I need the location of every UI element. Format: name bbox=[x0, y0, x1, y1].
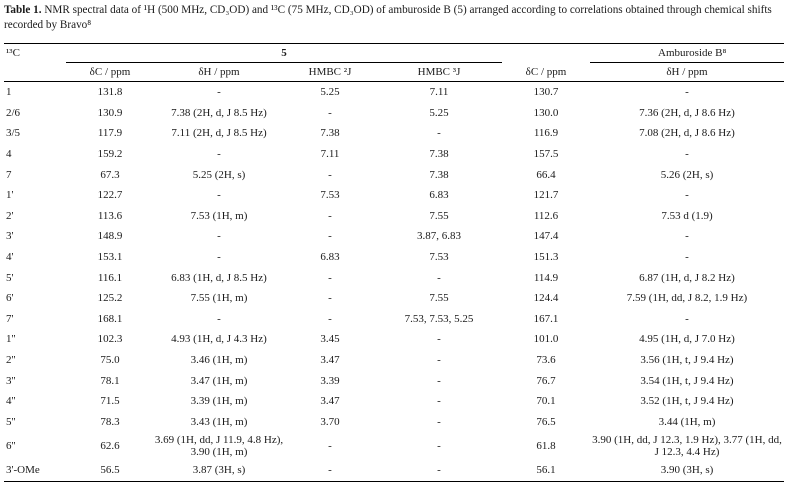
atom-cell: 1' bbox=[6, 189, 14, 202]
dh-ref-cell: - bbox=[685, 251, 689, 264]
dc-cell: 102.3 bbox=[97, 333, 123, 346]
dc-cell: 116.1 bbox=[97, 271, 123, 284]
dh-ref-cell: 3.52 (1H, t, J 9.4 Hz) bbox=[640, 395, 734, 408]
dh-ref-cell: 6.87 (1H, d, J 8.2 Hz) bbox=[639, 271, 735, 284]
table-row bbox=[4, 123, 784, 144]
hmbc2-cell: 7.11 bbox=[320, 148, 340, 161]
dh-cell: - bbox=[217, 189, 221, 202]
table-row bbox=[4, 460, 784, 481]
hmbc3-cell: 3.87, 6.83 bbox=[417, 230, 461, 243]
hmbc3-cell: - bbox=[437, 439, 441, 452]
hmbc2-cell: 7.53 bbox=[320, 189, 340, 202]
hmbc3-cell: 7.11 bbox=[429, 86, 449, 99]
table-row bbox=[4, 329, 784, 350]
dh-cell: - bbox=[217, 86, 221, 99]
dc-ref-cell: 130.7 bbox=[533, 86, 559, 99]
hmbc3-cell: - bbox=[437, 415, 441, 428]
hmbc2-cell: - bbox=[328, 312, 332, 325]
dc-header: δC / ppm bbox=[66, 63, 154, 82]
table-row bbox=[4, 288, 784, 309]
dc-cell: 168.1 bbox=[97, 312, 123, 325]
dh-cell: 3.47 (1H, m) bbox=[190, 374, 248, 387]
dc-cell: 125.2 bbox=[97, 292, 123, 305]
dh-ref-cell: 7.59 (1H, dd, J 8.2, 1.9 Hz) bbox=[626, 292, 748, 305]
hmbc3-cell: - bbox=[376, 460, 502, 481]
dh-ref-cell: 3.90 (3H, s) bbox=[590, 460, 784, 481]
table-row bbox=[4, 206, 784, 227]
dc-cell: 131.8 bbox=[97, 86, 123, 99]
hmbc2-cell: 3.47 bbox=[320, 354, 340, 367]
dh-ref-cell: 7.08 (2H, d, J 8.6 Hz) bbox=[639, 127, 735, 140]
atom-cell: 3/5 bbox=[6, 127, 21, 140]
table-label: Table 1. bbox=[4, 4, 42, 16]
dh-ref-cell: 3.44 (1H, m) bbox=[658, 415, 716, 428]
dc-ref-cell: 121.7 bbox=[533, 189, 559, 202]
dc-cell: 122.7 bbox=[97, 189, 123, 202]
table-row bbox=[4, 432, 784, 460]
atom-cell: 6'' bbox=[6, 439, 16, 452]
hmbc3-cell: 7.53 bbox=[429, 251, 449, 264]
dh-header: δH / ppm bbox=[154, 63, 284, 82]
hmbc2-cell: - bbox=[328, 209, 332, 222]
dc-ref-header: δC / ppm bbox=[502, 63, 590, 82]
dc-cell: 159.2 bbox=[97, 148, 123, 161]
hmbc3-cell: - bbox=[437, 354, 441, 367]
atom-cell: 3'' bbox=[6, 374, 16, 387]
atom-cell: 5' bbox=[6, 271, 14, 284]
table-row bbox=[4, 82, 784, 103]
hmbc3-cell: - bbox=[437, 395, 441, 408]
atom-cell: 2' bbox=[6, 209, 14, 222]
hmbc2-cell: - bbox=[328, 230, 332, 243]
dh-cell: 5.25 (2H, s) bbox=[192, 168, 246, 181]
dc-ref-cell: 61.8 bbox=[536, 439, 556, 452]
table-row bbox=[4, 247, 784, 268]
dc-ref-cell: 124.4 bbox=[533, 292, 559, 305]
dh-ref-cell: 5.26 (2H, s) bbox=[660, 168, 714, 181]
dh-cell: 7.38 (2H, d, J 8.5 Hz) bbox=[171, 106, 267, 119]
dc-cell: 62.6 bbox=[100, 439, 120, 452]
dh-ref-cell: 3.54 (1H, t, J 9.4 Hz) bbox=[640, 374, 734, 387]
table-row bbox=[4, 412, 784, 433]
caption-text: NMR spectral data of ¹H (500 MHz, CD₃OD) and ¹³C (75 MHz, CD₃OD) of amburoside B (5) arranged according to correlations obtained through chemical shifts recorded by Bravo⁸ bbox=[4, 4, 772, 31]
table-row bbox=[4, 267, 784, 288]
dh-ref-cell: 3.56 (1H, t, J 9.4 Hz) bbox=[640, 354, 734, 367]
hmbc2-cell: - bbox=[328, 439, 332, 452]
hmbc3-cell: 7.38 bbox=[429, 168, 449, 181]
table-row bbox=[4, 370, 784, 391]
dc-ref-cell: 167.1 bbox=[533, 312, 559, 325]
dc-ref-cell: 112.6 bbox=[533, 209, 559, 222]
hmbc3-cell: - bbox=[437, 271, 441, 284]
hmbc3-cell: 7.53, 7.53, 5.25 bbox=[404, 312, 474, 325]
hmbc3-cell: 5.25 bbox=[429, 106, 449, 119]
hmbc2-cell: 3.47 bbox=[320, 395, 340, 408]
dh-cell: 4.93 (1H, d, J 4.3 Hz) bbox=[171, 333, 267, 346]
atom-cell: 1'' bbox=[6, 333, 16, 346]
dc-cell: 71.5 bbox=[100, 395, 120, 408]
dh-ref-cell: 3.90 (1H, dd, J 12.3, 1.9 Hz), 3.77 (1H, dd, J 12.3, 4.4 Hz) bbox=[592, 433, 782, 459]
hmbc2-cell: 3.39 bbox=[320, 374, 340, 387]
hmbc3-header: HMBC ³J bbox=[376, 63, 502, 82]
group-header-reference: Amburoside B⁸ bbox=[590, 44, 784, 63]
dh-ref-cell: - bbox=[685, 189, 689, 202]
atom-cell: 5'' bbox=[6, 415, 16, 428]
dh-cell: 6.83 (1H, d, J 8.5 Hz) bbox=[171, 271, 267, 284]
dc-cell: 78.3 bbox=[100, 415, 120, 428]
dc-cell: 113.6 bbox=[97, 209, 123, 222]
atom-cell: 1 bbox=[6, 86, 12, 99]
table-caption bbox=[4, 3, 784, 33]
atom-cell: 4' bbox=[6, 251, 14, 264]
hmbc3-cell: - bbox=[437, 374, 441, 387]
dc-cell: 130.9 bbox=[97, 106, 123, 119]
atom-cell: 4'' bbox=[6, 395, 16, 408]
dc-ref-cell: 114.9 bbox=[533, 271, 559, 284]
dh-ref-cell: - bbox=[685, 86, 689, 99]
hmbc3-cell: 7.38 bbox=[429, 148, 449, 161]
table-row bbox=[4, 185, 784, 206]
atom-cell: 3' bbox=[6, 230, 14, 243]
dc-ref-cell: 116.9 bbox=[533, 127, 559, 140]
nmr-table bbox=[4, 43, 784, 482]
dc-cell: 67.3 bbox=[100, 168, 120, 181]
dh-cell: - bbox=[217, 312, 221, 325]
dh-ref-cell: 7.36 (2H, d, J 8.6 Hz) bbox=[639, 106, 735, 119]
table-row bbox=[4, 350, 784, 371]
hmbc2-cell: - bbox=[328, 271, 332, 284]
dc-ref-cell: 101.0 bbox=[533, 333, 559, 346]
hmbc3-cell: 7.55 bbox=[429, 209, 449, 222]
hmbc2-header: HMBC ²J bbox=[284, 63, 376, 82]
dc-ref-cell: 130.0 bbox=[533, 106, 559, 119]
hmbc2-cell: 7.38 bbox=[320, 127, 340, 140]
dh-cell: 7.53 (1H, m) bbox=[190, 209, 248, 222]
dc-ref-cell: 73.6 bbox=[536, 354, 556, 367]
table-row bbox=[4, 309, 784, 330]
hmbc2-cell: - bbox=[328, 292, 332, 305]
dc-ref-cell: 151.3 bbox=[533, 251, 559, 264]
atom-cell: 7' bbox=[6, 312, 14, 325]
dh-cell: - bbox=[217, 251, 221, 264]
dh-cell: 3.87 (3H, s) bbox=[154, 460, 284, 481]
dh-cell: 3.43 (1H, m) bbox=[190, 415, 248, 428]
dc-cell: 56.5 bbox=[66, 460, 154, 481]
hmbc2-cell: 3.45 bbox=[320, 333, 340, 346]
dc-cell: 75.0 bbox=[100, 354, 120, 367]
table-row bbox=[4, 164, 784, 185]
atom-cell: 3'-OMe bbox=[4, 460, 66, 481]
dh-ref-cell: 4.95 (1H, d, J 7.0 Hz) bbox=[639, 333, 735, 346]
dh-ref-cell: - bbox=[685, 148, 689, 161]
atom-cell: 6' bbox=[6, 292, 14, 305]
dc-ref-cell: 66.4 bbox=[536, 168, 556, 181]
dc-ref-cell: 70.1 bbox=[536, 395, 556, 408]
hmbc3-cell: 7.55 bbox=[429, 292, 449, 305]
dh-cell: 3.69 (1H, dd, J 11.9, 4.8 Hz), 3.90 (1H, m) bbox=[154, 433, 284, 459]
group-header-5: 5 bbox=[66, 44, 502, 63]
dc-ref-cell: 157.5 bbox=[533, 148, 559, 161]
dc-ref-cell: 76.5 bbox=[536, 415, 556, 428]
dc-ref-cell: 56.1 bbox=[502, 460, 590, 481]
dh-cell: 7.55 (1H, m) bbox=[190, 292, 248, 305]
dh-cell: 3.46 (1H, m) bbox=[190, 354, 248, 367]
dc-ref-cell: 147.4 bbox=[533, 230, 559, 243]
hmbc3-cell: - bbox=[437, 333, 441, 346]
atom-cell: 2'' bbox=[6, 354, 16, 367]
dh-ref-cell: 7.53 d (1.9) bbox=[661, 209, 713, 222]
dc-cell: 153.1 bbox=[97, 251, 123, 264]
hmbc2-cell: 6.83 bbox=[320, 251, 340, 264]
table-row bbox=[4, 144, 784, 165]
hmbc2-cell: - bbox=[328, 168, 332, 181]
table-row bbox=[4, 226, 784, 247]
hmbc3-cell: 6.83 bbox=[429, 189, 449, 202]
atom-cell: 2/6 bbox=[6, 106, 21, 119]
table-row bbox=[4, 103, 784, 124]
atom-col-header: ¹³C bbox=[4, 44, 66, 82]
dc-cell: 78.1 bbox=[100, 374, 120, 387]
dc-cell: 117.9 bbox=[97, 127, 123, 140]
atom-cell: 7 bbox=[6, 168, 12, 181]
dh-cell: - bbox=[217, 148, 221, 161]
hmbc2-cell: - bbox=[328, 106, 332, 119]
table-row bbox=[4, 391, 784, 412]
dc-ref-cell: 76.7 bbox=[536, 374, 556, 387]
hmbc2-cell: 3.70 bbox=[320, 415, 340, 428]
dh-ref-header: δH / ppm bbox=[590, 63, 784, 82]
dc-cell: 148.9 bbox=[97, 230, 123, 243]
dh-ref-cell: - bbox=[685, 312, 689, 325]
dh-cell: - bbox=[217, 230, 221, 243]
dh-cell: 3.39 (1H, m) bbox=[190, 395, 248, 408]
atom-cell: 4 bbox=[6, 148, 12, 161]
hmbc2-cell: - bbox=[284, 460, 376, 481]
dh-cell: 7.11 (2H, d, J 8.5 Hz) bbox=[171, 127, 267, 140]
hmbc2-cell: 5.25 bbox=[320, 86, 340, 99]
hmbc3-cell: - bbox=[437, 127, 441, 140]
dh-ref-cell: - bbox=[685, 230, 689, 243]
